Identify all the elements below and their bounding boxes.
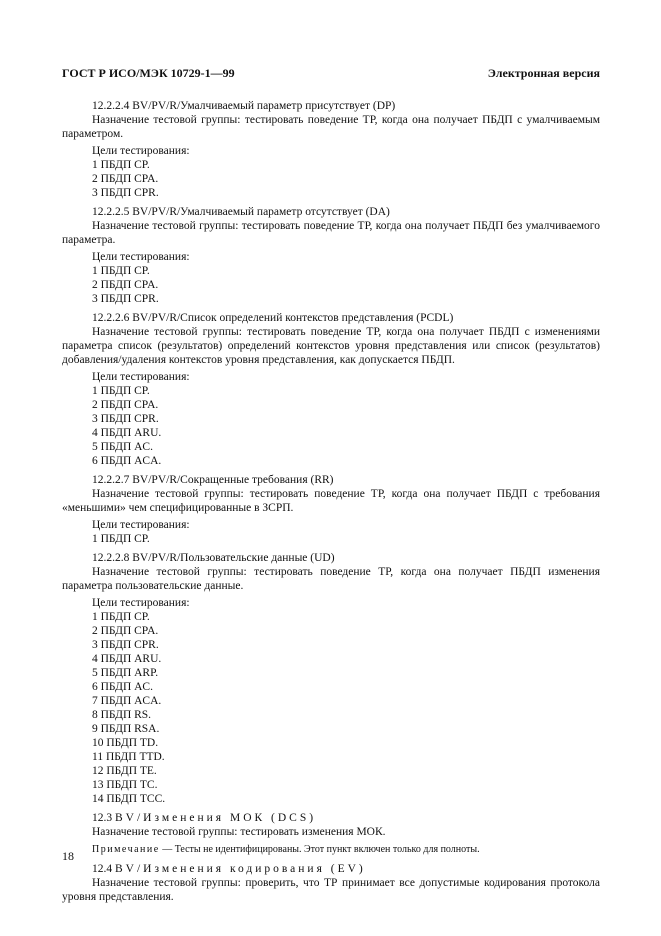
goal-item: 1 ПБДП CP.: [92, 159, 150, 171]
note-text: — Тесты не идентифицированы. Этот пункт включен только для полноты.: [159, 844, 480, 855]
section-number: 12.4: [92, 863, 113, 875]
section-purpose: Назначение тестовой группы: тестировать изменения МОК.: [92, 826, 386, 838]
sections-container: [62, 99, 600, 806]
page-header: [62, 66, 600, 81]
goal-item: 7 ПБДП ACA.: [92, 695, 162, 707]
goal-item: 2 ПБДП CPA.: [92, 279, 159, 291]
section-purpose: Назначение тестовой группы: проверить, что ТР принимает все допустимые кодирования протокола уровня представления.: [62, 877, 600, 903]
section-number: 12.3: [92, 812, 113, 824]
goal-item: 14 ПБДП TCC.: [92, 793, 166, 805]
goal-item: 2 ПБДП CPA.: [92, 625, 159, 637]
section-12-3: [62, 811, 600, 857]
goal-item: 1 ПБДП CP.: [92, 385, 150, 397]
goal-item: 11 ПБДП TTD.: [92, 751, 165, 763]
goals-label: Цели тестирования:: [92, 251, 190, 263]
section-item: [62, 311, 600, 468]
goal-item: 2 ПБДП CPA.: [92, 399, 159, 411]
goal-item: 10 ПБДП TD.: [92, 737, 159, 749]
section-12-4: [62, 862, 600, 904]
goals-list: [62, 264, 600, 306]
page-number: 18: [62, 849, 74, 863]
goals-list: [62, 532, 600, 546]
section-heading: 12.2.2.8 BV/PV/R/Пользовательские данные (UD): [92, 552, 335, 564]
section-item: [62, 551, 600, 806]
standard-title: ГОСТ Р ИСО/МЭК 10729-1—99: [62, 66, 235, 80]
goals-list: [62, 384, 600, 468]
section-purpose: Назначение тестовой группы: тестировать поведение ТР, когда она получает ПБДП изменения параметра пользовательские данные.: [62, 566, 600, 592]
goal-item: 1 ПБДП CP.: [92, 611, 150, 623]
section-heading: 12.2.2.5 BV/PV/R/Умалчиваемый параметр отсутствует (DA): [92, 206, 390, 218]
goal-item: 9 ПБДП RSA.: [92, 723, 160, 735]
section-item: [62, 473, 600, 546]
goals-list: [62, 158, 600, 200]
goal-item: 3 ПБДП CPR.: [92, 187, 159, 199]
goal-item: 12 ПБДП TE.: [92, 765, 157, 777]
goal-item: 13 ПБДП TC.: [92, 779, 158, 791]
section-purpose: Назначение тестовой группы: тестировать поведение ТР, когда она получает ПБДП без умалчиваемого параметра.: [62, 220, 600, 246]
goal-item: 3 ПБДП CPR.: [92, 293, 159, 305]
goal-item: 5 ПБДП ARP.: [92, 667, 159, 679]
section-title: BV/Изменения МОК (DCS): [115, 812, 317, 824]
section-note: [62, 843, 600, 857]
section-heading: 12.2.2.4 BV/PV/R/Умалчиваемый параметр присутствует (DP): [92, 100, 396, 112]
goals-label: Цели тестирования:: [92, 597, 190, 609]
goal-item: 6 ПБДП ACA.: [92, 455, 162, 467]
goal-item: 4 ПБДП ARU.: [92, 427, 162, 439]
section-purpose: Назначение тестовой группы: тестировать поведение ТР, когда она получает ПБДП с изменениями параметра список (результатов) определений контекстов уровня представления или список (результатов) добавления/удаления контекстов уровня представления, как допускается ПБДП.: [62, 326, 600, 366]
goal-item: 2 ПБДП CPA.: [92, 173, 159, 185]
goal-item: 5 ПБДП AC.: [92, 441, 153, 453]
section-heading: [62, 811, 600, 825]
goal-item: 3 ПБДП CPR.: [92, 413, 159, 425]
goal-item: 6 ПБДП AC.: [92, 681, 153, 693]
section-item: [62, 205, 600, 306]
section-purpose: Назначение тестовой группы: тестировать поведение ТР, когда она получает ПБДП с требования «меньшими» чем специфицированные в ЗСРП.: [62, 488, 600, 514]
section-heading: 12.2.2.6 BV/PV/R/Список определений контекстов представления (PCDL): [92, 312, 454, 324]
note-label: Примечание: [92, 844, 160, 855]
goals-label: Цели тестирования:: [92, 371, 190, 383]
goals-label: Цели тестирования:: [92, 145, 190, 157]
goals-list: [62, 610, 600, 806]
goal-item: 3 ПБДП CPR.: [92, 639, 159, 651]
goal-item: 1 ПБДП CP.: [92, 533, 150, 545]
document-page: [62, 66, 600, 904]
section-heading: [62, 862, 600, 876]
section-heading: 12.2.2.7 BV/PV/R/Сокращенные требования (RR): [92, 474, 334, 486]
section-title: BV/Изменения кодирования (EV): [115, 863, 366, 875]
goal-item: 4 ПБДП ARU.: [92, 653, 162, 665]
goal-item: 1 ПБДП CP.: [92, 265, 150, 277]
goal-item: 8 ПБДП RS.: [92, 709, 152, 721]
goals-label: Цели тестирования:: [92, 519, 190, 531]
version-label: Электронная версия: [487, 66, 600, 80]
section-purpose: Назначение тестовой группы: тестировать поведение ТР, когда она получает ПБДП с умалчиваемым параметром.: [62, 114, 600, 140]
section-item: [62, 99, 600, 200]
